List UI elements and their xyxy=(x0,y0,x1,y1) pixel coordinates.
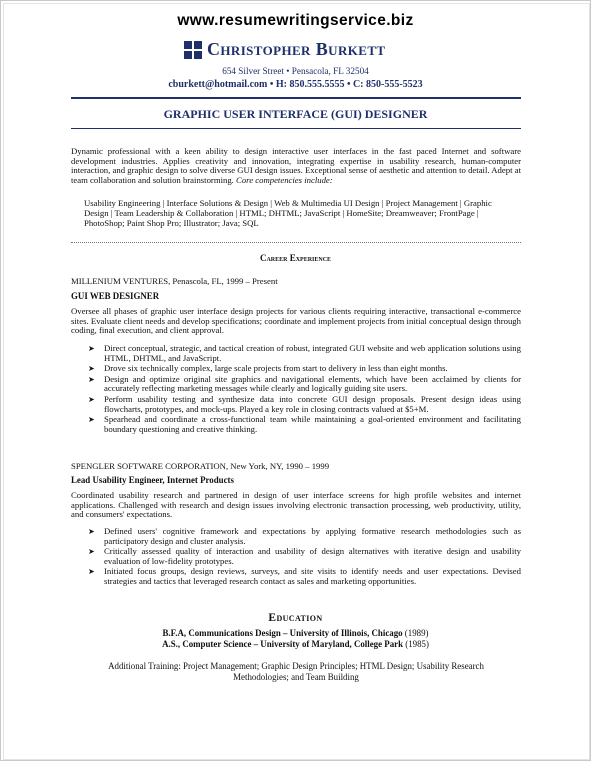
additional-training: Additional Training: Project Management; Graphic Design Principles; HTML Design; Usability Research Methodologies; and Team Building xyxy=(108,661,484,682)
section-divider xyxy=(71,242,521,243)
address: 654 Silver Street • Pensacola, FL 32504 xyxy=(222,66,369,76)
job-description-1: Oversee all phases of graphic user interface design projects for various clients requiring interactive, transactional e-commerce sites. Evaluate client needs and develop specifications; coordinate and implement projects from initial conceptual design through coding, final execution, and client approval. xyxy=(71,306,521,336)
job-bullets-1 xyxy=(88,344,521,435)
education-heading: Education xyxy=(268,612,323,624)
experience-heading: Career Experience xyxy=(259,253,332,263)
title-divider xyxy=(71,128,521,129)
objective-title: GRAPHIC USER INTERFACE (GUI) DESIGNER xyxy=(163,107,428,121)
employer-1: MILLENIUM VENTURES, Penascola, FL, 1999 – Present xyxy=(71,276,278,286)
list-item: ➤ Perform usability testing and synthesize data into concrete GUI design proposals. Present design ideas using flowcharts, prototypes, and mock-ups. Played a key role in closing contracts valued at $5+M. xyxy=(88,393,521,414)
list-item: ➤ Design and optimize original site graphics and navigational elements, which have been acclaimed by clients for accurately reflecting marketing messages while clearly and logically guiding site users. xyxy=(88,373,521,394)
arrow-bullet-icon: ➤ xyxy=(88,527,95,536)
header-divider xyxy=(71,97,521,99)
skills-list: Usability Engineering | Interface Solutions & Design | Web & Multimedia UI Design | Project Management | Graphic Design | Team Leadership & Collaboration | HTML; DHTML; JavaScript | HomeSite; Dreamweaver; FrontPage | PhotoShop; Paint Shop Pro; Illustrator; Java; SQL xyxy=(84,198,492,228)
degree-2: A.S., Computer Science – University of Maryland, College Park (1985) xyxy=(162,639,429,649)
summary-text: Dynamic professional with a keen ability to design interactive user interfaces in the fast paced Internet and software development industries. Applies creativity and innovation, integrating expertise in usability research, human-computer interaction, and graphic design to solve diverse GUI design issues. Exceptional sense of aesthetic and attention to detail. Adept at team collaboration and solution brainstorming. xyxy=(71,146,521,185)
logo-squares-icon xyxy=(184,41,202,59)
job-description-2: Coordinated usability research and partnered in design of user interface screens for high profile websites and internet applications. Challenged with research and design issues involving electronic transaction processing, web productivity, utility, and consumers' expectations. xyxy=(71,490,521,520)
arrow-bullet-icon: ➤ xyxy=(88,547,95,557)
job-bullets-2 xyxy=(88,527,521,588)
employer-2: SPENGLER SOFTWARE CORPORATION, New York, NY, 1990 – 1999 xyxy=(71,461,330,471)
arrow-bullet-icon: ➤ xyxy=(88,364,95,374)
core-competencies-label: Core competencies include: xyxy=(236,174,333,185)
arrow-bullet-icon: ➤ xyxy=(88,394,95,404)
candidate-name: Christopher Burkett xyxy=(207,39,386,59)
arrow-bullet-icon: ➤ xyxy=(88,344,95,353)
site-watermark: www.resumewritingservice.biz xyxy=(177,12,414,29)
arrow-bullet-icon: ➤ xyxy=(88,415,95,425)
summary-paragraph xyxy=(71,147,521,185)
list-item: ➤ Defined users' cognitive framework and expectations by applying formative research methodologies such as participatory design and cluster analysis. xyxy=(88,526,521,546)
job-title-1: GUI WEB DESIGNER xyxy=(71,291,160,301)
arrow-bullet-icon: ➤ xyxy=(88,374,95,384)
list-item: ➤ Critically assessed quality of interaction and usability of design alternatives with iterative design and usability evaluation of low-fidelity prototypes. xyxy=(88,546,521,566)
list-item: ➤ Initiated focus groups, design reviews, surveys, and site visits to identify needs and user expectations. Devised strategies and tactics that leveraged research contact as sales and marketing opportunities. xyxy=(88,566,521,586)
job-title-2: Lead Usability Engineer, Internet Products xyxy=(71,475,234,485)
list-item: ➤ Direct conceptual, strategic, and tactical creation of robust, integrated GUI website and web application solutions using HTML, DHTML, and JavaScript. xyxy=(88,343,521,363)
list-item: ➤ Drove six technically complex, large scale projects from start to delivery in less than eight months. xyxy=(88,363,448,374)
list-item: ➤ Spearhead and coordinate a cross-functional team while maintaining a goal-oriented environment and facilitating boundary questioning and creative thinking. xyxy=(88,414,521,434)
degree-1: B.F.A, Communications Design – University of Illinois, Chicago (1989) xyxy=(162,628,429,638)
contact-line: cburkett@hotmail.com • H: 850.555.5555 • C: 850-555-5523 xyxy=(168,79,423,90)
arrow-bullet-icon: ➤ xyxy=(88,567,95,577)
